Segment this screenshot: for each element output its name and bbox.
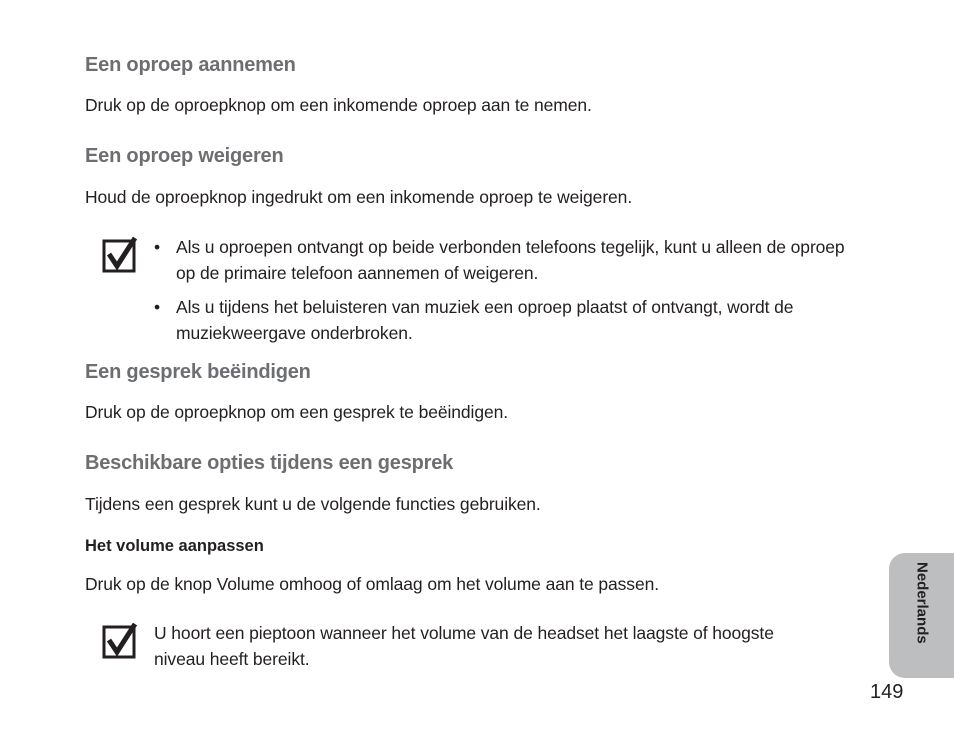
note-list-reject (150, 234, 866, 346)
heading-end-call: Een gesprek beëindigen (85, 361, 311, 383)
language-side-tab-label: Nederlands (913, 562, 931, 644)
note-item (150, 294, 866, 346)
text-end-call: Druk op de oproepknop om een gesprek te beëindigen. (85, 402, 508, 422)
note-item-text: Als u tijdens het beluisteren van muziek een oproep plaatst of ontvangt, wordt de muziekweergave onderbroken. (176, 297, 794, 343)
page-number: 149 (870, 681, 904, 703)
checkbox-note-icon (102, 237, 138, 273)
checkbox-note-icon (102, 623, 138, 659)
heading-call-options: Beschikbare opties tijdens een gesprek (85, 452, 454, 474)
note-item (150, 234, 866, 286)
note-volume: U hoort een pieptoon wanneer het volume van de headset het laagste of hoogste niveau heeft bereikt. (154, 623, 774, 669)
text-reject-call: Houd de oproepknop ingedrukt om een inkomende oproep te weigeren. (85, 187, 633, 207)
bullet: • (154, 237, 161, 257)
text-volume: Druk op de knop Volume omhoog of omlaag om het volume aan te passen. (85, 574, 659, 594)
heading-reject-call: Een oproep weigeren (85, 145, 284, 167)
subheading-volume: Het volume aanpassen (85, 537, 264, 555)
text-call-options: Tijdens een gesprek kunt u de volgende functies gebruiken. (85, 494, 541, 514)
bullet: • (154, 297, 161, 317)
note-item-text: Als u oproepen ontvangt op beide verbonden telefoons tegelijk, kunt u alleen de oproep op de primaire telefoon aannemen of weigeren. (176, 237, 845, 283)
heading-answer-call: Een oproep aannemen (85, 54, 296, 76)
text-answer-call: Druk op de oproepknop om een inkomende oproep aan te nemen. (85, 95, 592, 115)
